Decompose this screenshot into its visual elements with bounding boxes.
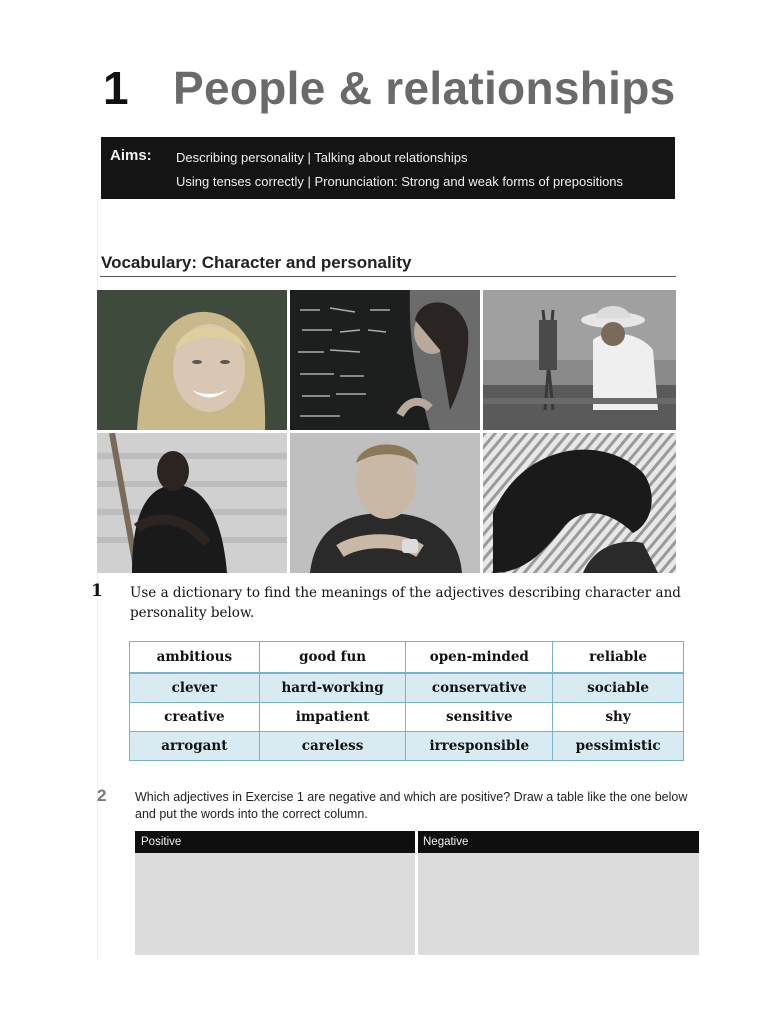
column-divider bbox=[415, 831, 418, 955]
photo-grid bbox=[97, 290, 676, 573]
table-cell: open-minded bbox=[406, 642, 553, 674]
table-cell: clever bbox=[130, 673, 260, 703]
table-cell: impatient bbox=[259, 703, 406, 732]
adjectives-table bbox=[129, 641, 684, 761]
table-row bbox=[130, 642, 684, 674]
exercise-2-number: 2 bbox=[97, 786, 107, 805]
aims-line-1: Describing personality | Talking about relationships bbox=[176, 150, 468, 165]
negative-header: Negative bbox=[423, 836, 469, 848]
table-cell: good fun bbox=[259, 642, 406, 674]
photo-laughing-girl bbox=[97, 290, 287, 430]
photo-woman-chalkboard bbox=[290, 290, 480, 430]
aims-bar bbox=[101, 137, 675, 199]
table-cell: pessimistic bbox=[553, 732, 684, 761]
table-cell: sensitive bbox=[406, 703, 553, 732]
positive-column bbox=[135, 853, 415, 955]
heading-rule bbox=[100, 276, 676, 277]
table-cell: irresponsible bbox=[406, 732, 553, 761]
photo-woman-stripes bbox=[483, 433, 676, 573]
positive-header: Positive bbox=[141, 836, 182, 848]
table-cell: hard-working bbox=[259, 673, 406, 703]
exercise-1-number: 1 bbox=[91, 581, 103, 601]
aims-label: Aims: bbox=[110, 147, 152, 164]
table-cell: ambitious bbox=[130, 642, 260, 674]
vocabulary-heading: Vocabulary: Character and personality bbox=[101, 253, 412, 272]
table-row bbox=[130, 703, 684, 732]
exercise-1-instruction: Use a dictionary to find the meanings of the adjectives describing character and personality below. bbox=[130, 585, 681, 621]
negative-column bbox=[418, 853, 699, 955]
table-cell: arrogant bbox=[130, 732, 260, 761]
photo-young-man-watch bbox=[290, 433, 480, 573]
table-cell: creative bbox=[130, 703, 260, 732]
exercise-2-instruction: Which adjectives in Exercise 1 are negative and which are positive? Draw a table like the one below and put the words into the correct column. bbox=[135, 790, 688, 821]
chapter-number: 1 bbox=[103, 62, 129, 114]
table-row bbox=[130, 673, 684, 703]
table-row bbox=[130, 732, 684, 761]
photo-painter-easel bbox=[483, 290, 676, 430]
table-cell: sociable bbox=[553, 673, 684, 703]
table-cell: careless bbox=[259, 732, 406, 761]
aims-line-2: Using tenses correctly | Pronunciation: Strong and weak forms of prepositions bbox=[176, 174, 624, 189]
positive-negative-table bbox=[135, 831, 699, 955]
table-cell: reliable bbox=[553, 642, 684, 674]
chapter-title: People & relationships bbox=[173, 62, 676, 114]
table-cell: shy bbox=[553, 703, 684, 732]
photo-man-on-steps bbox=[97, 433, 287, 573]
table-cell: conservative bbox=[406, 673, 553, 703]
